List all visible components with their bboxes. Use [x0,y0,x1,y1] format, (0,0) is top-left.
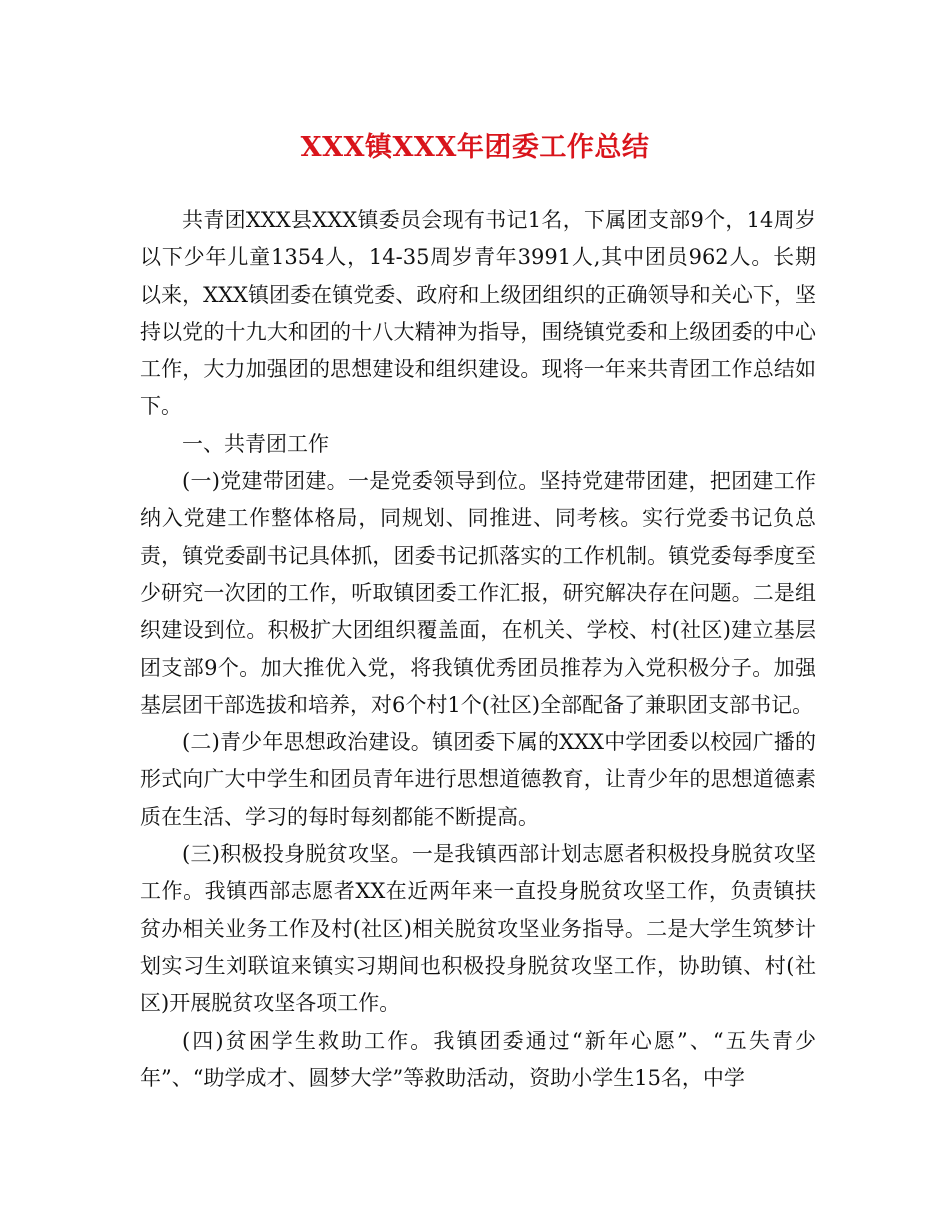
paragraph-poverty-alleviation: (三)积极投身脱贫攻坚。一是我镇西部计划志愿者积极投身脱贫攻坚工作。我镇西部志愿者XX在近两年来一直投身脱贫攻坚工作，负责镇扶贫办相关业务工作及村(社区)相关脱贫攻坚业务指导。二是大学生筑梦计划实习生刘联谊来镇实习期间也积极投身脱贫攻坚工作，协助镇、村(社区)开展脱贫攻坚各项工作。 [140,842,816,1016]
paragraph-party-building: (一)党建带团建。一是党委领导到位。坚持党建带团建，把团建工作纳入党建工作整体格局，同规划、同推进、同考核。实行党委书记负总责，镇党委副书记具体抓，团委书记抓落实的工作机制。镇党委每季度至少研究一次团的工作，听取镇团委工作汇报，研究解决存在问题。二是组织建设到位。积极扩大团组织覆盖面，在机关、学校、村(社区)建立基层团支部9个。加大推优入党，将我镇优秀团员推荐为入党积极分子。加强基层团干部选拔和培养，对6个村1个(社区)全部配备了兼职团支部书记。 [140,469,816,717]
paragraph-student-aid: (四)贫困学生救助工作。我镇团委通过“新年心愿”、“五失青少年”、“助学成才、圆梦大学”等救助活动，资助小学生15名，中学 [140,1028,816,1090]
paragraph-intro: 共青团XXX县XXX镇委员会现有书记1名，下属团支部9个，14周岁以下少年儿童1354人，14-35周岁青年3991人,其中团员962人。长期以来，XXX镇团委在镇党委、政府和上级团组织的正确领导和关心下，坚持以党的十九大和团的十八大精神为指导，围绕镇党委和上级团委的中心工作，大力加强团的思想建设和组织建设。现将一年来共青团工作总结如下。 [140,208,816,419]
document-body [140,202,816,1097]
section-heading-league-work: 一、共青团工作 [182,431,329,456]
document-title: XXX镇XXX年团委工作总结 [300,132,650,163]
paragraph-ideological-building: (二)青少年思想政治建设。镇团委下属的XXX中学团委以校园广播的形式向广大中学生和团员青年进行思想道德教育，让青少年的思想道德素质在生活、学习的每时每刻都能不断提高。 [140,730,816,829]
